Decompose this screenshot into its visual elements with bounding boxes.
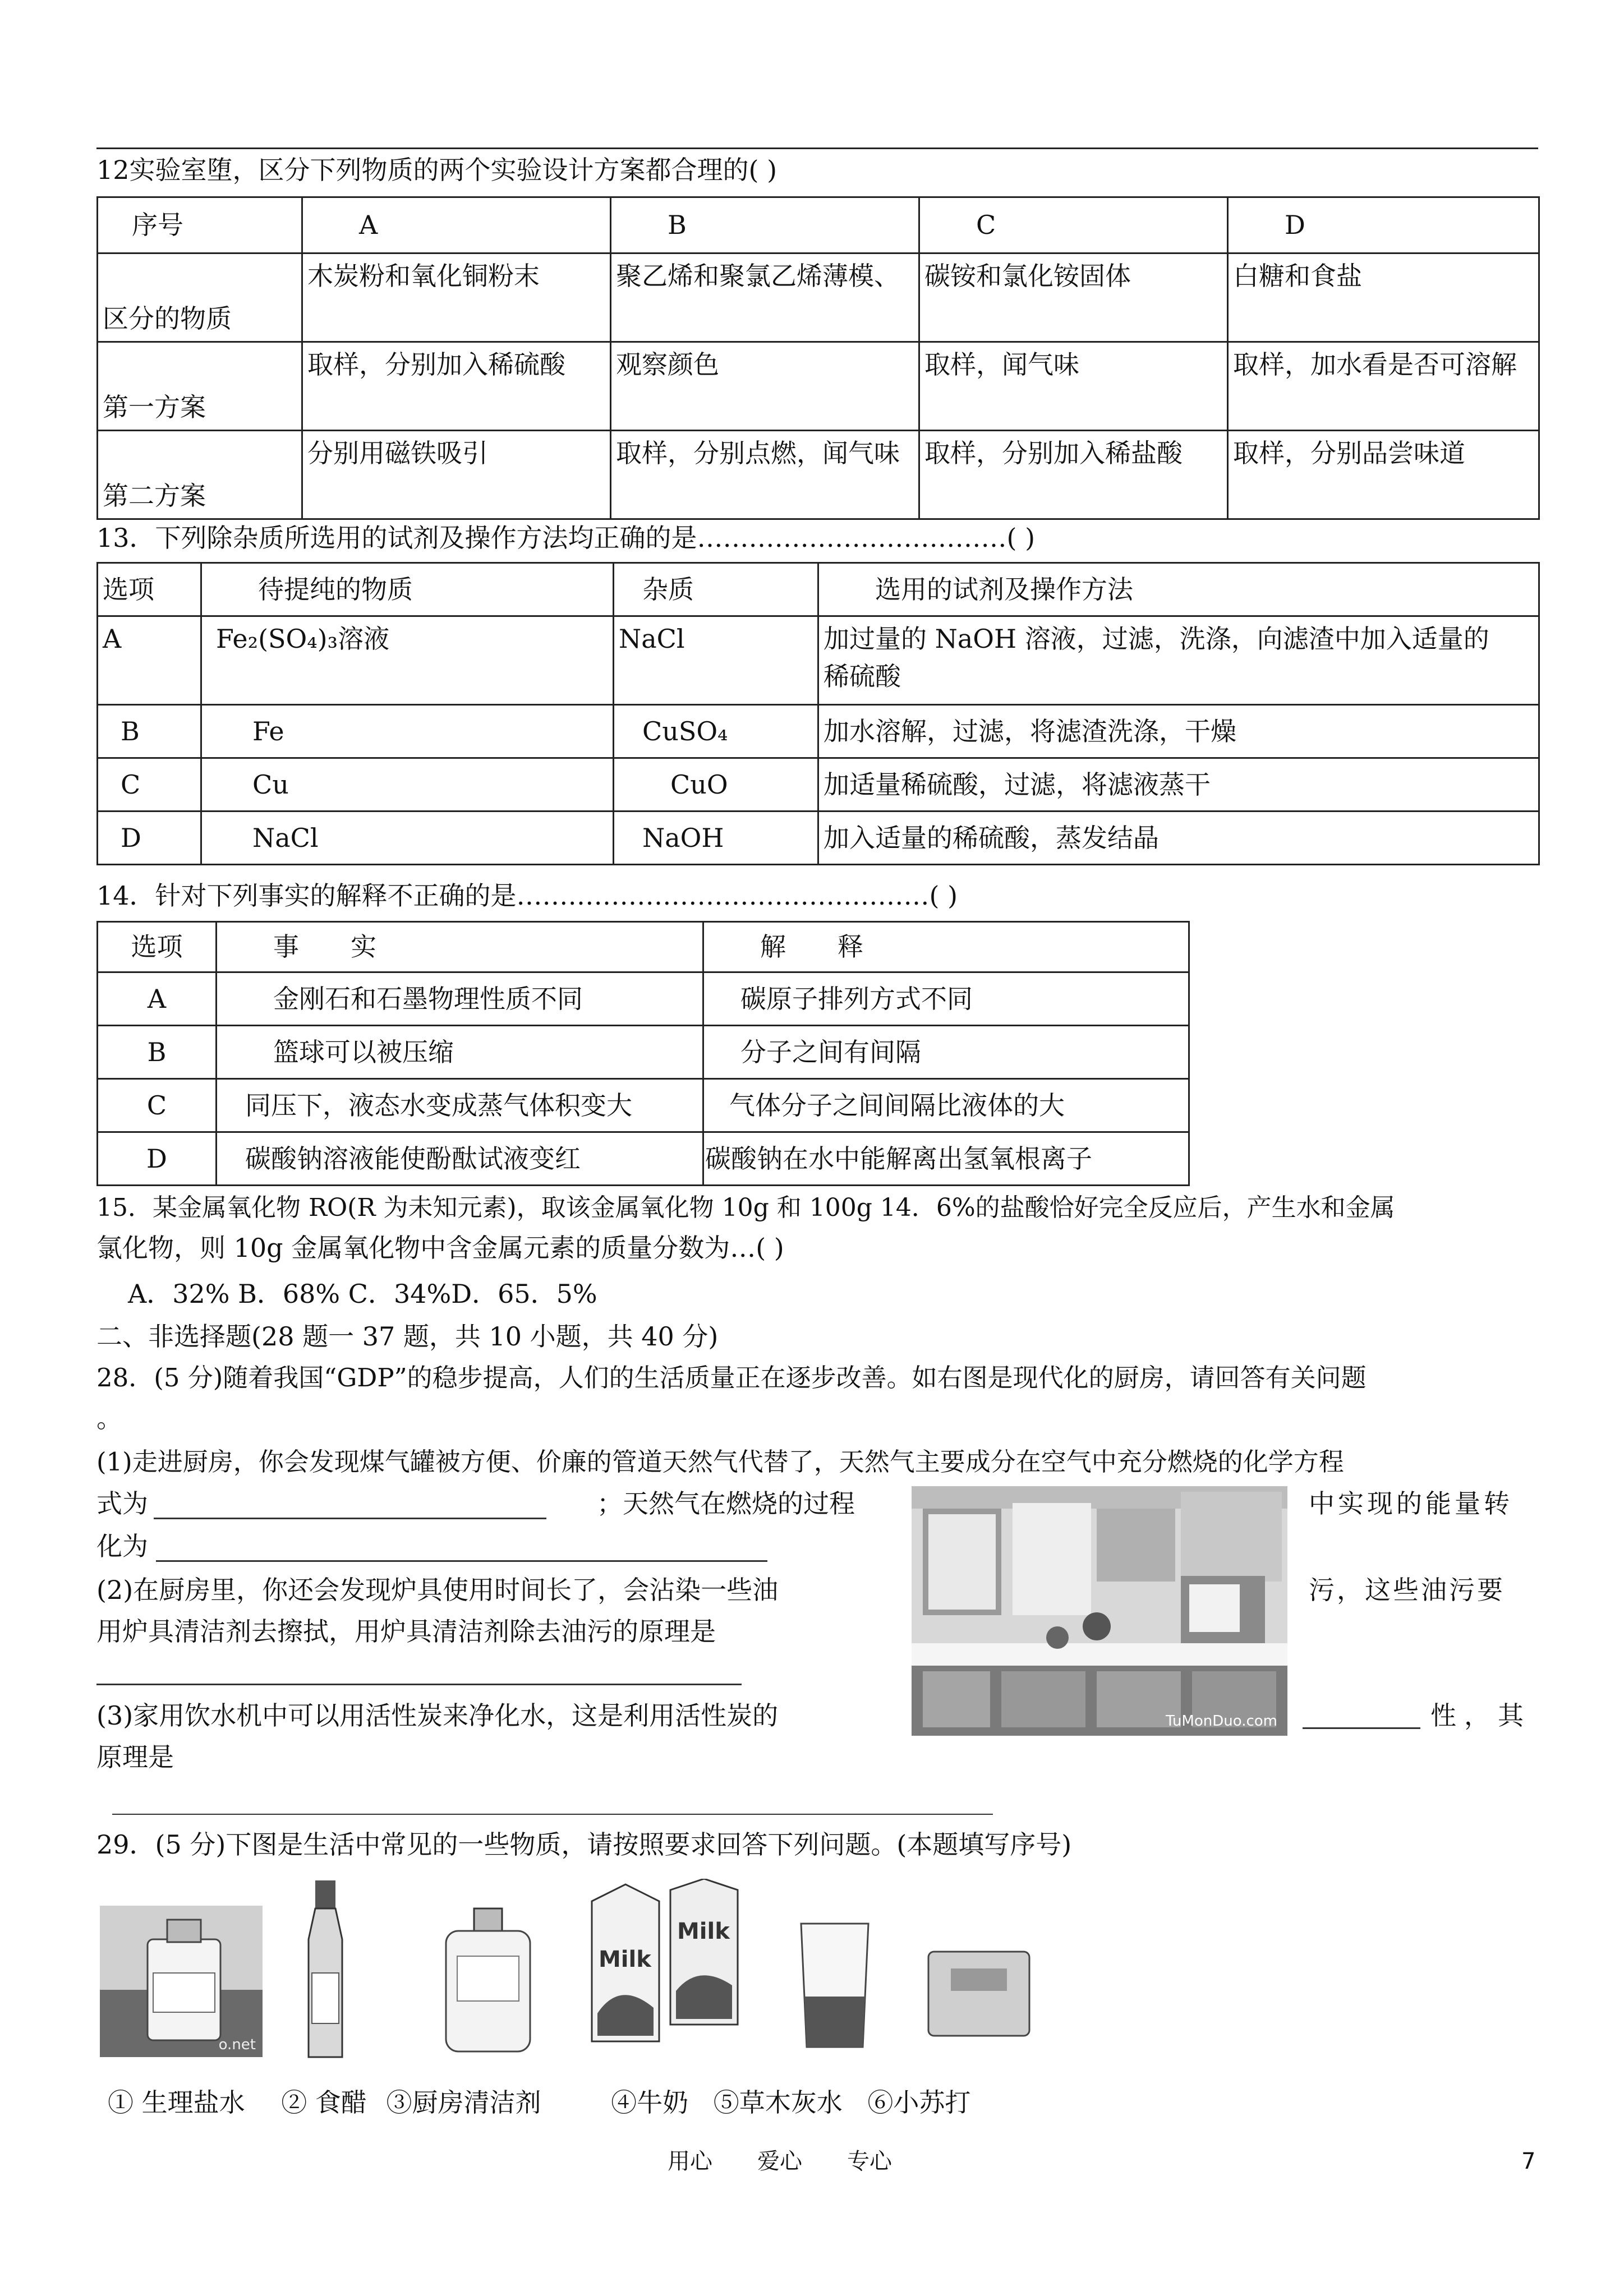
q29-item-label: ① 生理盐水 <box>108 2087 245 2118</box>
q28-p1d: 中实现的能量转 <box>1309 1488 1513 1519</box>
q14-opt: D <box>98 1132 217 1186</box>
footer-motto: 用心 爱心 专心 <box>668 2149 892 2174</box>
q28-line1: 28．(5 分)随着我国“GDP”的稳步提高，人们的生活质量正在逐步改善。如右图是现代化的厨房，请回答有关问题 <box>96 1363 1367 1393</box>
q14-fact: 篮球可以被压缩 <box>217 1026 703 1079</box>
q12-header-b: B <box>611 197 919 253</box>
baking-soda-bag-icon <box>923 1946 1035 2041</box>
q13-substance: Fe <box>201 705 614 758</box>
q12-row-label: 第二方案 <box>98 431 302 519</box>
q12-cell: 取样，分别品尝味道 <box>1228 431 1539 519</box>
answer-blank-principle[interactable] <box>112 1789 993 1815</box>
q13-opt: A <box>98 616 201 705</box>
q14-explain: 碳酸钠在水中能解离出氢氧根离子 <box>703 1132 1189 1186</box>
q14-opt: B <box>98 1026 217 1079</box>
q13-table <box>96 562 1540 865</box>
q28-line1b: 。 <box>96 1403 122 1433</box>
answer-blank-property[interactable] <box>1303 1703 1420 1729</box>
q13-header-opt: 选项 <box>98 563 201 616</box>
q12-cell: 白糖和食盐 <box>1228 253 1539 342</box>
top-rule <box>96 147 1538 149</box>
q28-p1b: 式为 <box>96 1488 148 1519</box>
ash-water-glass-icon <box>795 1918 874 2053</box>
cleaner-bottle-icon <box>435 1906 541 2057</box>
q12-cell: 观察颜色 <box>611 342 919 431</box>
q13-method <box>818 616 1539 705</box>
q12-table <box>96 196 1540 520</box>
table-row <box>98 616 1539 705</box>
q14-header-opt: 选项 <box>98 922 217 972</box>
q12-header-c: C <box>919 197 1228 253</box>
vinegar-bottle-icon <box>292 1878 359 2068</box>
q29-item-label: ⑤草木灰水 <box>713 2087 843 2118</box>
q12-stem: 12实验室堕，区分下列物质的两个实验设计方案都合理的( ) <box>96 155 778 185</box>
kitchen-illustration <box>912 1486 1287 1736</box>
q14-fact: 碳酸钠溶液能使酚酞试液变红 <box>217 1132 703 1186</box>
q13-opt: D <box>98 812 201 865</box>
q15-line2: 氯化物，则 10g 金属氧化物中含金属元素的质量分数为…( ) <box>96 1233 784 1263</box>
q13-impurity: CuO <box>614 758 818 812</box>
q13-substance: Fe₂(SO₄)₃溶液 <box>201 616 614 705</box>
q12-cell: 取样，分别点燃，闻气味 <box>611 431 919 519</box>
q14-table <box>96 921 1190 1186</box>
milk-label-right: Milk <box>677 1919 730 1944</box>
q28-p2a: (2)在厨房里，你还会发现炉具使用时间长了，会沾染一些油 <box>96 1575 779 1605</box>
q29-labels-row <box>108 2087 970 2118</box>
q28-p3c: 原理是 <box>96 1742 174 1772</box>
q28-p2b: 污，这些油污要 <box>1309 1575 1505 1605</box>
answer-blank-grease[interactable] <box>96 1659 742 1685</box>
page-number: 7 <box>1521 2149 1536 2174</box>
q12-header-d: D <box>1228 197 1539 253</box>
q12-row-label: 区分的物质 <box>98 253 302 342</box>
q13-header-method: 选用的试剂及操作方法 <box>818 563 1539 616</box>
q28-p1e-row <box>96 1531 767 1562</box>
saline-bottle-photo <box>100 1906 263 2057</box>
table-row <box>98 1026 1189 1079</box>
kitchen-photo <box>912 1486 1287 1736</box>
q13-method: 加适量稀硫酸，过滤，将滤液蒸干 <box>818 758 1539 812</box>
table-row <box>98 972 1189 1026</box>
q12-cell: 聚乙烯和聚氯乙烯薄模、 <box>611 253 919 342</box>
table-row <box>98 1132 1189 1186</box>
q13-opt: B <box>98 705 201 758</box>
kitchen-photo-caption: TuMonDuo.com <box>1166 1712 1277 1730</box>
q29-stem: 29．(5 分)下图是生活中常见的一些物质，请按照要求回答下列问题。(本题填写序号) <box>96 1829 1072 1860</box>
table-row <box>98 758 1539 812</box>
q13-impurity: NaCl <box>614 616 818 705</box>
section-heading: 二、非选择题(28 题一 37 题，共 10 小题，共 40 分) <box>96 1321 719 1352</box>
q12-cell: 分别用磁铁吸引 <box>302 431 611 519</box>
table-row <box>98 431 1539 519</box>
q29-item-label: ⑥小苏打 <box>867 2087 971 2118</box>
q12-row-label: 第一方案 <box>98 342 302 431</box>
q14-fact: 金刚石和石墨物理性质不同 <box>217 972 703 1026</box>
q13-stem: 13．下列除杂质所选用的试剂及操作方法均正确的是………………………………( ) <box>96 523 1036 553</box>
q12-cell: 木炭粉和氧化铜粉末 <box>302 253 611 342</box>
q13-header-impurity: 杂质 <box>614 563 818 616</box>
table-row <box>98 705 1539 758</box>
q29-item-label: ④牛奶 <box>611 2087 689 2118</box>
q29-item-label: ③厨房清洁剂 <box>386 2087 541 2118</box>
q13-substance: NaCl <box>201 812 614 865</box>
q12-cell: 取样，闻气味 <box>919 342 1228 431</box>
table-row <box>98 812 1539 865</box>
q14-opt: A <box>98 972 217 1026</box>
q13-opt: C <box>98 758 201 812</box>
q15-options: A．32% B．68% C．34%D．65．5% <box>128 1279 597 1309</box>
q12-header-a: A <box>302 197 611 253</box>
q29-item-label: ② 食醋 <box>281 2087 367 2118</box>
table-row <box>98 253 1539 342</box>
q28-p3b: 性，其 <box>1430 1700 1531 1731</box>
q14-explain: 碳原子排列方式不同 <box>703 972 1189 1026</box>
table-row <box>98 342 1539 431</box>
milk-carton-photo <box>586 1879 749 2047</box>
answer-blank-equation[interactable] <box>154 1493 546 1519</box>
saline-photo-caption: o.net <box>218 2036 256 2053</box>
q28-p2c: 用炉具清洁剂去擦拭，用炉具清洁剂除去油污的原理是 <box>96 1616 716 1647</box>
q14-explain: 分子之间有间隔 <box>703 1026 1189 1079</box>
table-row <box>98 1079 1189 1132</box>
q13-header-substance: 待提纯的物质 <box>201 563 614 616</box>
q14-header-fact: 事 实 <box>217 922 703 972</box>
q15-line1: 15．某金属氧化物 RO(R 为未知元素)，取该金属氧化物 10g 和 100g 14．6%的盐酸恰好完全反应后，产生水和金属 <box>96 1193 1395 1222</box>
q13-method: 加水溶解，过滤，将滤渣洗涤，干燥 <box>818 705 1539 758</box>
q14-fact: 同压下，液态水变成蒸气体积变大 <box>217 1079 703 1132</box>
q14-stem: 14．针对下列事实的解释不正确的是…………………………………………( ) <box>96 880 958 911</box>
answer-blank-energy[interactable] <box>156 1536 767 1562</box>
q12-header-no: 序号 <box>98 197 302 253</box>
q13-substance: Cu <box>201 758 614 812</box>
q28-p1e: 化为 <box>96 1531 148 1561</box>
q28-p3a: (3)家用饮水机中可以用活性炭来净化水，这是利用活性炭的 <box>96 1700 779 1731</box>
q14-opt: C <box>98 1079 217 1132</box>
q28-p1a: (1)走进厨房，你会发现煤气罐被方便、价廉的管道天然气代替了，天然气主要成分在空气中充分燃烧的化学方程 <box>96 1447 1344 1477</box>
q12-cell: 取样，分别加入稀硫酸 <box>302 342 611 431</box>
saline-bottle-icon <box>100 1906 263 2057</box>
milk-label-left: Milk <box>599 1947 651 1972</box>
q13-method: 加入适量的稀硫酸，蒸发结晶 <box>818 812 1539 865</box>
q13-impurity: NaOH <box>614 812 818 865</box>
q13-impurity: CuSO₄ <box>614 705 818 758</box>
q28-p1c: ；天然气在燃烧的过程 <box>597 1488 855 1519</box>
q13-method-line1: 加过量的 NaOH 溶液，过滤，洗涤，向滤渣中加入适量的 <box>823 624 1489 654</box>
q14-header-explain: 解 释 <box>703 922 1189 972</box>
q28-p1b-row <box>96 1488 855 1519</box>
q12-cell: 碳铵和氯化铵固体 <box>919 253 1228 342</box>
q13-method-line2: 稀硫酸 <box>823 661 901 691</box>
q12-cell: 取样，加水看是否可溶解 <box>1228 342 1539 431</box>
q12-cell: 取样，分别加入稀盐酸 <box>919 431 1228 519</box>
q14-explain: 气体分子之间间隔比液体的大 <box>703 1079 1189 1132</box>
